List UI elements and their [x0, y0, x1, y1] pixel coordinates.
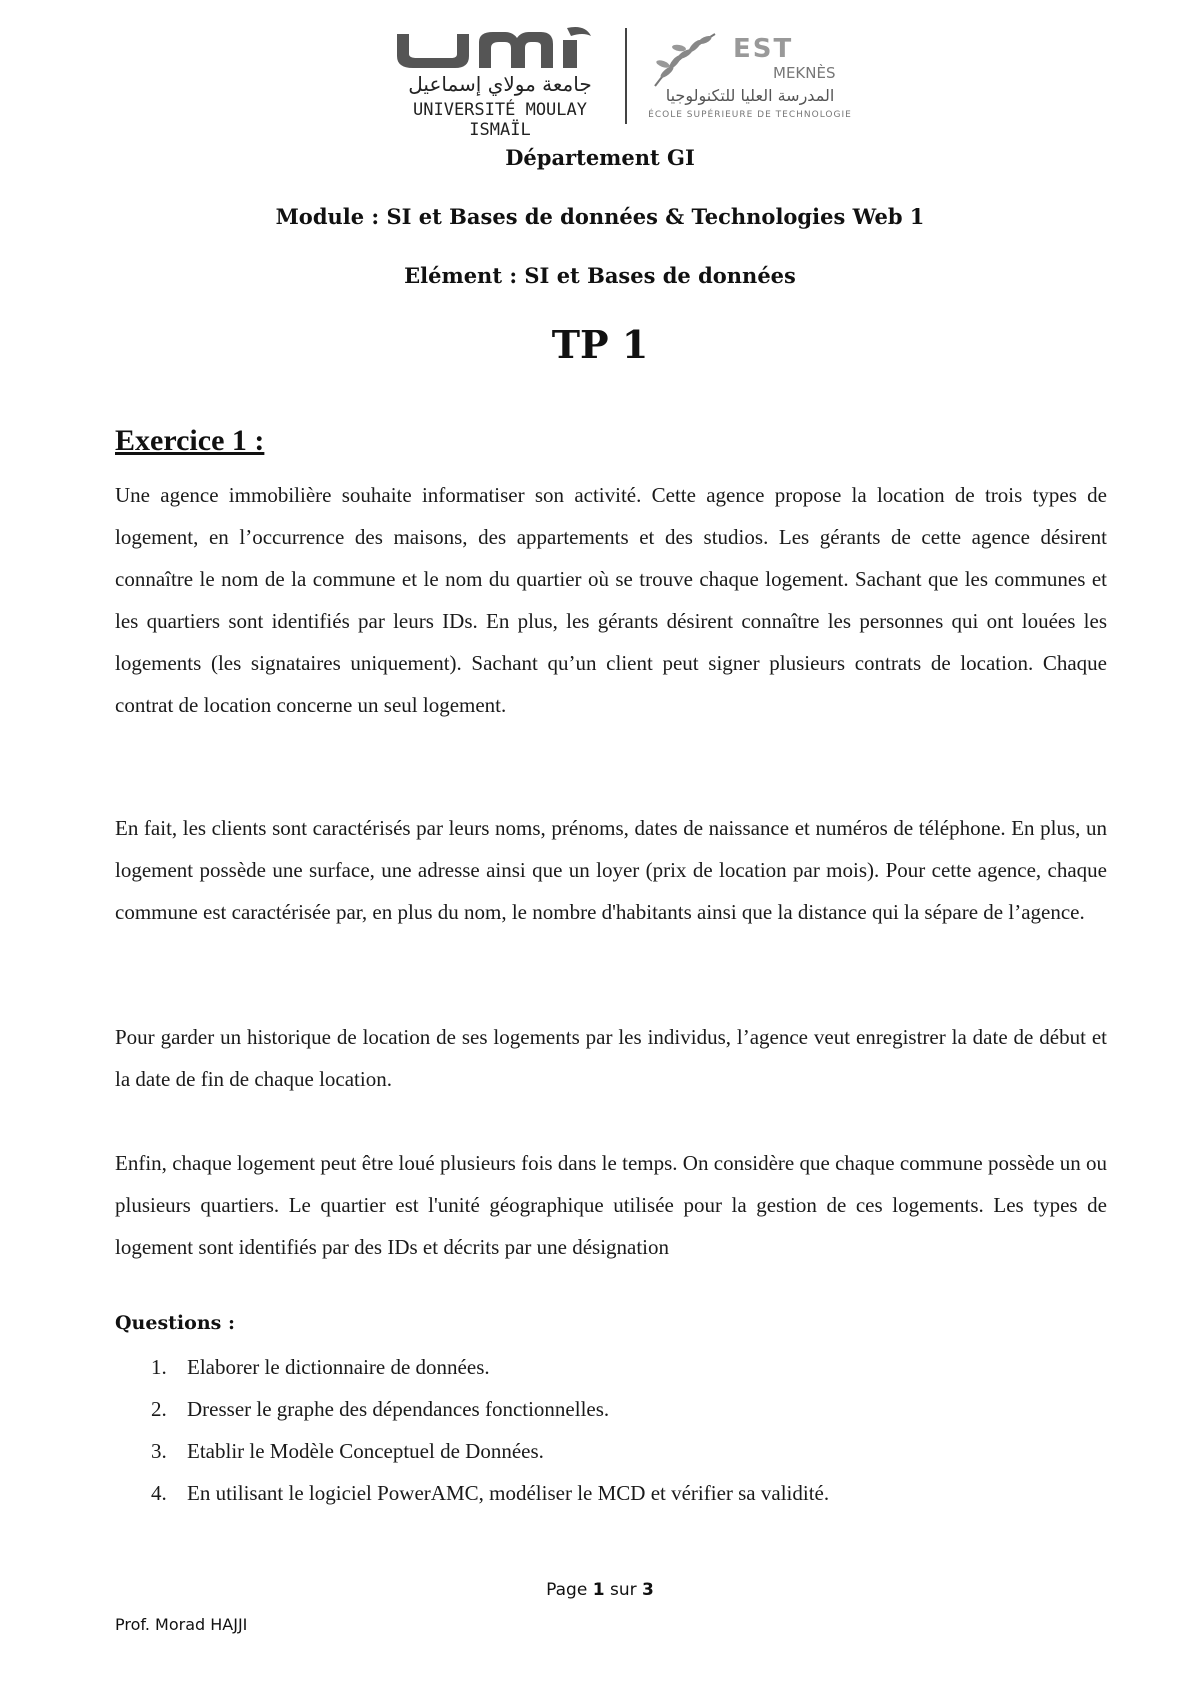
department-title: Département GI	[505, 145, 695, 170]
question-item	[115, 1430, 829, 1472]
question-text: En utilisant le logiciel PowerAMC, modéliser le MCD et vérifier sa validité.	[187, 1481, 830, 1505]
page-current: 1	[592, 1580, 605, 1600]
est-logo	[645, 26, 855, 126]
exercise-paragraph: Une agence immobilière souhaite informatiser son activité. Cette agence propose la location de trois types de logement, en l’occurrence des maisons, des appartements et des studios. Les gérants de cette agence désirent connaître le nom de la commune et le nom du quartier où se trouve chaque logement. Sachant que les communes et les quartiers sont identifiés par leurs IDs. En plus, les gérants désirent connaître les personnes qui ont louées les logements (les signataires uniquement). Sachant qu’un client peut signer plusieurs contrats de location. Chaque contrat de location concerne un seul logement.	[115, 483, 1107, 717]
page-mid: sur	[609, 1580, 637, 1600]
author-name: Prof. Morad HAJJI	[115, 1615, 248, 1634]
question-number: 4.	[151, 1481, 167, 1505]
question-text: Dresser le graphe des dépendances fonctionnelles.	[187, 1397, 610, 1421]
olive-branch-icon	[645, 28, 725, 88]
element-title: Elément : SI et Bases de données	[404, 263, 796, 288]
question-text: Elaborer le dictionnaire de données.	[187, 1355, 490, 1379]
est-city: MEKNÈS	[773, 64, 836, 82]
exercise-title: Exercice 1 :	[115, 424, 265, 457]
est-french-name: ÉCOLE SUPÉRIEURE DE TECHNOLOGIE	[648, 110, 852, 120]
umi-logo	[395, 26, 605, 140]
module-title: Module : SI et Bases de données & Technologies Web 1	[275, 204, 925, 229]
question-number: 1.	[151, 1355, 167, 1379]
questions-title: Questions :	[115, 1312, 235, 1334]
questions-list	[115, 1346, 829, 1514]
question-text: Etablir le Modèle Conceptuel de Données.	[187, 1439, 544, 1463]
umi-logo-mark	[395, 26, 605, 72]
exercise-paragraph: En fait, les clients sont caractérisés par leurs noms, prénoms, dates de naissance et numéros de téléphone. En plus, un logement possède une surface, une adresse ainsi que un loyer (prix de location par mois). Pour cette agence, chaque commune est caractérisée par, en plus du nom, le nombre d'habitants ainsi que la distance qui la sépare de l’agence.	[115, 816, 1107, 924]
exercise-paragraph: Enfin, chaque logement peut être loué plusieurs fois dans le temps. On considère que chaque commune possède un ou plusieurs quartiers. Le quartier est l'unité géographique utilisée pour la gestion de ces logements. Les types de logement sont identifiés par des IDs et décrits par une désignation	[115, 1151, 1107, 1259]
tp-title: TP 1	[551, 322, 649, 367]
page-prefix: Page	[546, 1580, 588, 1600]
question-item	[115, 1472, 829, 1514]
page-total: 3	[642, 1580, 654, 1600]
umi-arabic-name: جامعة مولاي إسماعيل	[408, 72, 592, 96]
est-acronym: EST	[733, 34, 794, 64]
question-item	[115, 1346, 829, 1388]
question-number: 3.	[151, 1439, 167, 1463]
header-logos	[395, 26, 855, 140]
question-item	[115, 1388, 829, 1430]
umi-french-name: UNIVERSITÉ MOULAY ISMAÏL	[413, 100, 587, 140]
question-number: 2.	[151, 1397, 167, 1421]
page-number	[0, 1580, 1200, 1600]
logo-divider	[625, 28, 627, 124]
exercise-paragraph: Pour garder un historique de location de ses logements par les individus, l’agence veut enregistrer la date de début et la date de fin de chaque location.	[115, 1025, 1107, 1091]
est-arabic-name: المدرسة العليا للتكنولوجيا	[665, 86, 835, 105]
